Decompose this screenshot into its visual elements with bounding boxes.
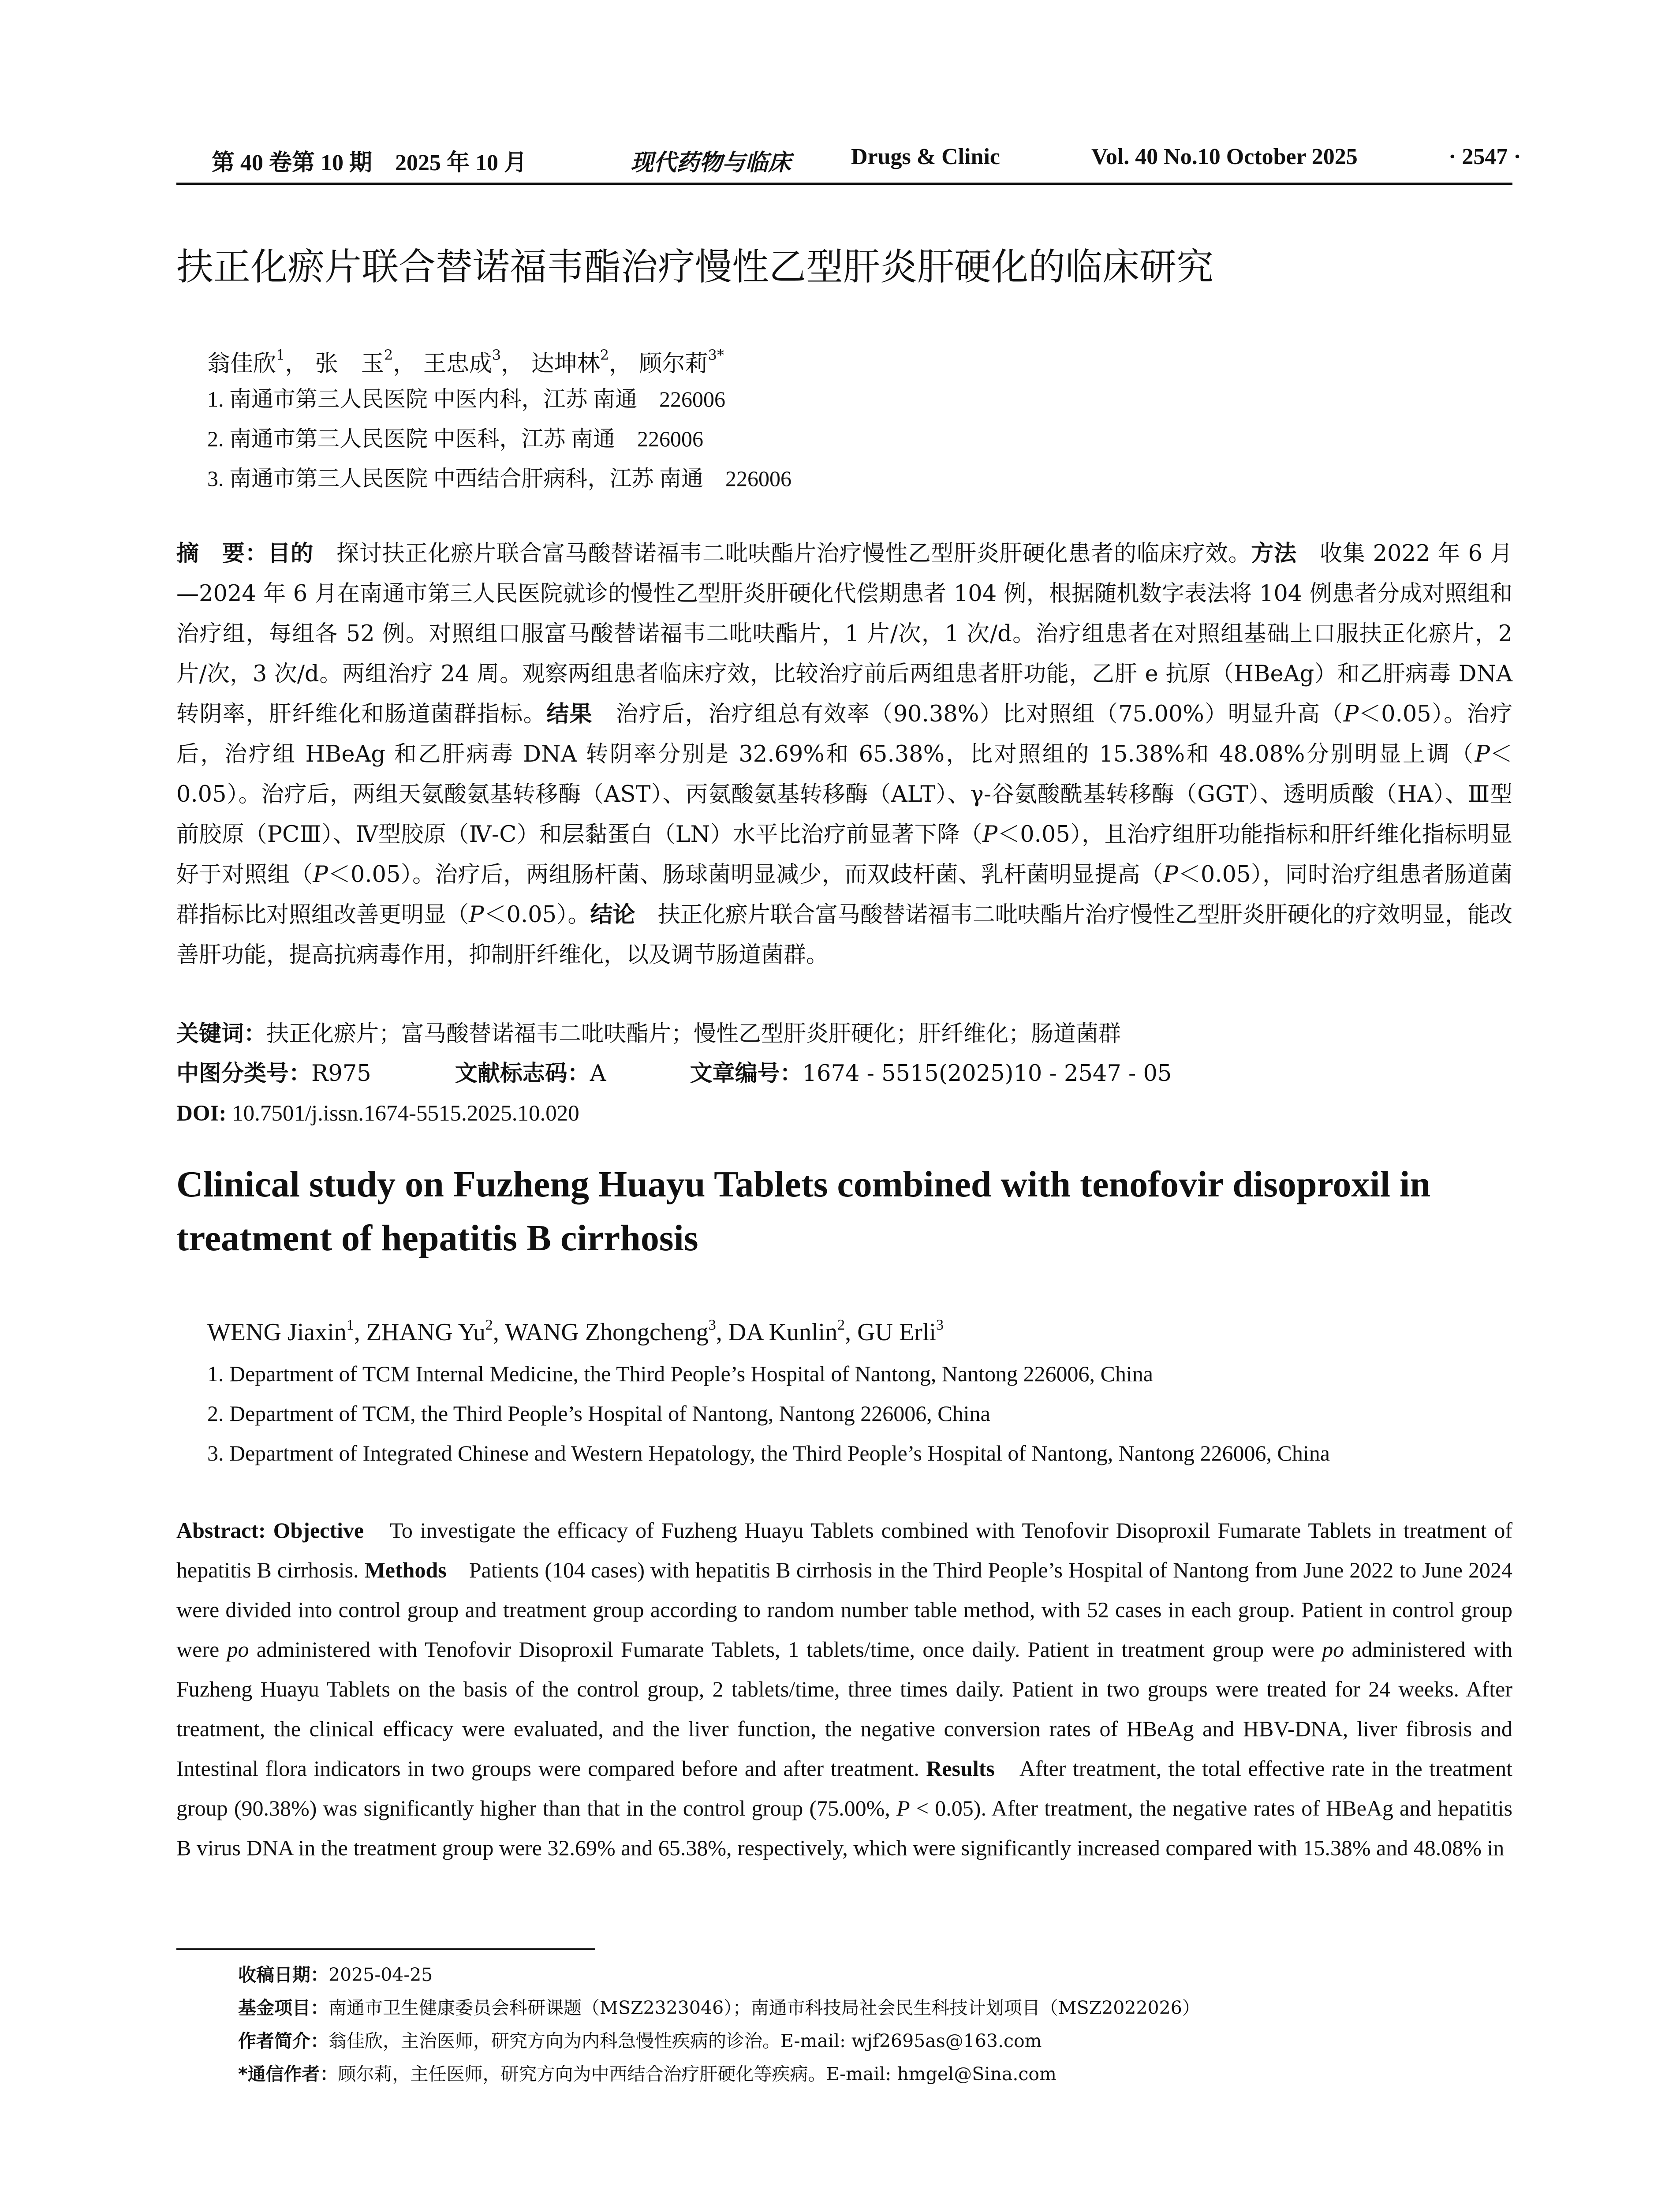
corresponding-label: *通信作者： [238, 2063, 338, 2085]
author-name: 达坤林 [531, 351, 600, 377]
keywords-label: 关键词： [176, 1021, 267, 1047]
author-affil-mark: 1 [276, 347, 285, 363]
keywords-line [176, 1014, 1121, 1054]
conclusion-label: 结论 [590, 902, 635, 928]
objective-label: Objective [265, 1518, 364, 1543]
objective-text: 探讨扶正化瘀片联合富马酸替诺福韦二吡呋酯片治疗慢性乙型肝炎肝硬化患者的临床疗效。 [314, 541, 1251, 567]
methods-text: Patients (104 cases) with hepatitis B cirrhosis in the Third People’s Hospital of Nantong from June 2022 to June 2024 were divided into control group and treatment group according to random number table method, with 52 cases in each group. Patient in control group were po administered with Tenofovir Disoproxil Fumarate Tablets, 1 tablets/time, once daily. Patient in treatment group were po administered with Fuzheng Huayu Tablets on the basis of the control group, 2 tablets/time, three times daily. Patient in two groups were treated for 24 weeks. After treatment, the clinical efficacy were evaluated, and the liver function, the negative conversion rates of HBeAg and HBV-DNA, liver fibrosis and Intestinal flora indicators in two groups were compared before and after treatment. [176, 1558, 1513, 1781]
conclusion-text: 扶正化瘀片联合富马酸替诺福韦二吡呋酯片治疗慢性乙型肝炎肝硬化的疗效明显，能改善肝功能，提高抗病毒作用，抑制肝纤维化，以及调节肠道菌群。 [176, 902, 1512, 968]
chinese-affiliation: 1. 南通市第三人民医院 中医内科，江苏 南通 226006 [207, 387, 725, 411]
author-bio-text: 翁佳欣，主治医师，研究方向为内科急慢性疾病的诊治。E-mail: wjf2695as@163.com [329, 2030, 1042, 2052]
corresponding-text: 顾尔莉，主任医师，研究方向为中西结合治疗肝硬化等疾病。E-mail: hmgel@Sina.com [338, 2063, 1057, 2085]
author-name: 顾尔莉 [639, 351, 708, 377]
author-affil-mark: 3 [936, 1317, 944, 1333]
header-journal-cn: 现代药物与临床 [631, 150, 791, 176]
english-affiliation: 2. Department of TCM, the Third People’s Hospital of Nantong, Nantong 226006, China [207, 1401, 990, 1426]
author-affil-mark: 2 [600, 347, 609, 363]
doi-label: DOI: [176, 1101, 227, 1126]
footnote-received [238, 1960, 433, 1989]
methods-text: 收集 2022 年 6 月—2024 年 6 月在南通市第三人民医院就诊的慢性乙型肝炎肝硬化代偿期患者 104 例，根据随机数字表法将 104 例患者分成对照组和治疗组，每组各 52 例。对照组口服富马酸替诺福韦二吡呋酯片，1 片/次，1 次/d。治疗组患者在对照组基础上口服扶正化瘀片，2 片/次，3 次/d。两组治疗 24 周。观察两组患者临床疗效，比较治疗前后两组患者肝功能，乙肝 e 抗原（HBeAg）和乙肝病毒 DNA 转阴率，肝纤维化和肠道菌群指标。 [176, 541, 1512, 727]
chinese-affiliation: 2. 南通市第三人民医院 中医科，江苏 南通 226006 [207, 426, 703, 451]
english-abstract [176, 1510, 1512, 1868]
author-name: WANG Zhongcheng [504, 1319, 709, 1346]
methods-label: 方法 [1251, 541, 1297, 567]
author-name: 翁佳欣 [207, 351, 276, 377]
header-page-number: · 2547 · [1449, 144, 1521, 169]
fund-text: 南通市卫生健康委员会科研课题（MSZ2323046）；南通市科技局社会民生科技计划项目（MSZ2022026） [329, 1997, 1200, 2018]
doc-code-label: 文献标志码： [455, 1061, 590, 1087]
received-date: 2025-04-25 [329, 1964, 433, 1985]
results-label: Results [919, 1756, 995, 1781]
author-affil-mark: 3 [492, 347, 501, 363]
fund-label: 基金项目： [238, 1997, 329, 2018]
header-volume-en: Vol. 40 No.10 October 2025 [1091, 144, 1358, 169]
chinese-title: 扶正化瘀片联合替诺福韦酯治疗慢性乙型肝炎肝硬化的临床研究 [176, 245, 1214, 288]
running-header [176, 140, 1521, 185]
keywords-text: 扶正化瘀片；富马酸替诺福韦二吡呋酯片；慢性乙型肝炎肝硬化；肝纤维化；肠道菌群 [266, 1021, 1121, 1047]
header-journal-en: Drugs & Clinic [851, 144, 1000, 169]
doi-line [176, 1094, 579, 1133]
author-affil-mark: 2 [485, 1317, 493, 1333]
article-no-value: 1674 - 5515(2025)10 - 2547 - 05 [802, 1061, 1172, 1087]
author-affil-mark: 2 [837, 1317, 845, 1333]
author-name: 张 玉 [315, 351, 384, 377]
objective-text: To investigate the efficacy of Fuzheng Huayu Tablets combined with Tenofovir Disoproxil Fumarate Tablets in treatment of hepatitis B cirrhosis. [176, 1518, 1513, 1582]
clc-value: R975 [311, 1061, 371, 1087]
author-name: DA Kunlin [728, 1319, 838, 1346]
abstract-label: 摘 要： [176, 541, 268, 567]
methods-label: Methods [358, 1558, 447, 1582]
author-affil-mark: 3 [708, 1317, 716, 1333]
abstract-label: Abstract: [176, 1518, 266, 1543]
results-text: 治疗后，治疗组总有效率（90.38%）比对照组（75.00%）明显升高（P＜0.05）。治疗后，治疗组 HBeAg 和乙肝病毒 DNA 转阴率分别是 32.69%和 65.38%，比对照组的 15.38%和 48.08%分别明显上调（P＜0.05）。治疗后，两组天氨酸氨基转移酶（AST）、丙氨酸氨基转移酶（ALT）、γ-谷氨酸酰基转移酶（GGT）、透明质酸（HA）、Ⅲ型前胶原（PCⅢ）、Ⅳ型胶原（Ⅳ-C）和层黏蛋白（LN）水平比治疗前显著下降（P＜0.05），且治疗组肝功能指标和肝纤维化指标明显好于对照组（P＜0.05）。治疗后，两组肠杆菌、肠球菌明显减少，而双歧杆菌、乳杆菌明显提高（P＜0.05），同时治疗组患者肠道菌群指标比对照组改善更明显（P＜0.05）。 [176, 701, 1512, 928]
chinese-authors: 翁佳欣$^1$， 张 玉$^2$， 王忠成$^3$， 达坤林$^2$， 顾尔莉$^{3*}$ [207, 347, 724, 377]
received-label: 收稿日期： [238, 1964, 329, 1985]
chinese-affiliation: 3. 南通市第三人民医院 中西结合肝病科，江苏 南通 226006 [207, 466, 791, 491]
english-title: Clinical study on Fuzheng Huayu Tablets combined with tenofovir disoproxil in treatment of hepatitis B cirrhosis [176, 1164, 1431, 1259]
author-name: ZHANG Yu [366, 1319, 485, 1346]
objective-label: 目的 [268, 541, 314, 567]
author-name: WENG Jiaxin [207, 1319, 347, 1346]
english-affiliation: 1. Department of TCM Internal Medicine, the Third People’s Hospital of Nantong, Nantong 226006, China [207, 1361, 1153, 1386]
author-name: 王忠成 [423, 351, 492, 377]
doi-value: 10.7501/j.issn.1674-5515.2025.10.020 [226, 1101, 579, 1126]
footnote-author [238, 2026, 1042, 2056]
author-name: GU Erli [857, 1319, 936, 1346]
classification-line [176, 1054, 1172, 1094]
header-issue-cn: 第 40 卷第 10 期 2025 年 10 月 [212, 150, 527, 176]
footnote-fund [238, 1993, 1200, 2022]
results-text: After treatment, the total effective rate in the treatment group (90.38%) was significantly higher than that in the control group (75.00%, P < 0.05). After treatment, the negative rates of HBeAg and hepatitis B virus DNA in the treatment group were 32.69% and 65.38%, respectively, which were significantly increased compared with 15.38% and 48.08% in [176, 1756, 1512, 1860]
results-label: 结果 [546, 701, 593, 727]
author-affil-mark: 3* [708, 347, 724, 363]
author-bio-label: 作者简介： [238, 2030, 329, 2052]
chinese-abstract [176, 534, 1512, 975]
footnote-divider [176, 1948, 595, 1950]
english-authors: WENG Jiaxin$^1$, ZHANG Yu$^2$, WANG Zhongcheng$^3$, DA Kunlin$^2$, GU Erli$^3$ [207, 1317, 944, 1346]
clc-label: 中图分类号： [176, 1061, 312, 1087]
english-affiliation: 3. Department of Integrated Chinese and Western Hepatology, the Third People’s Hospital of Nantong, Nantong 226006, China [207, 1441, 1330, 1465]
article-no-label: 文章编号： [690, 1061, 803, 1087]
doc-code-value: A [590, 1061, 606, 1087]
author-affil-mark: 1 [346, 1317, 354, 1333]
author-affil-mark: 2 [384, 347, 393, 363]
footnote-corresponding [238, 2059, 1057, 2089]
